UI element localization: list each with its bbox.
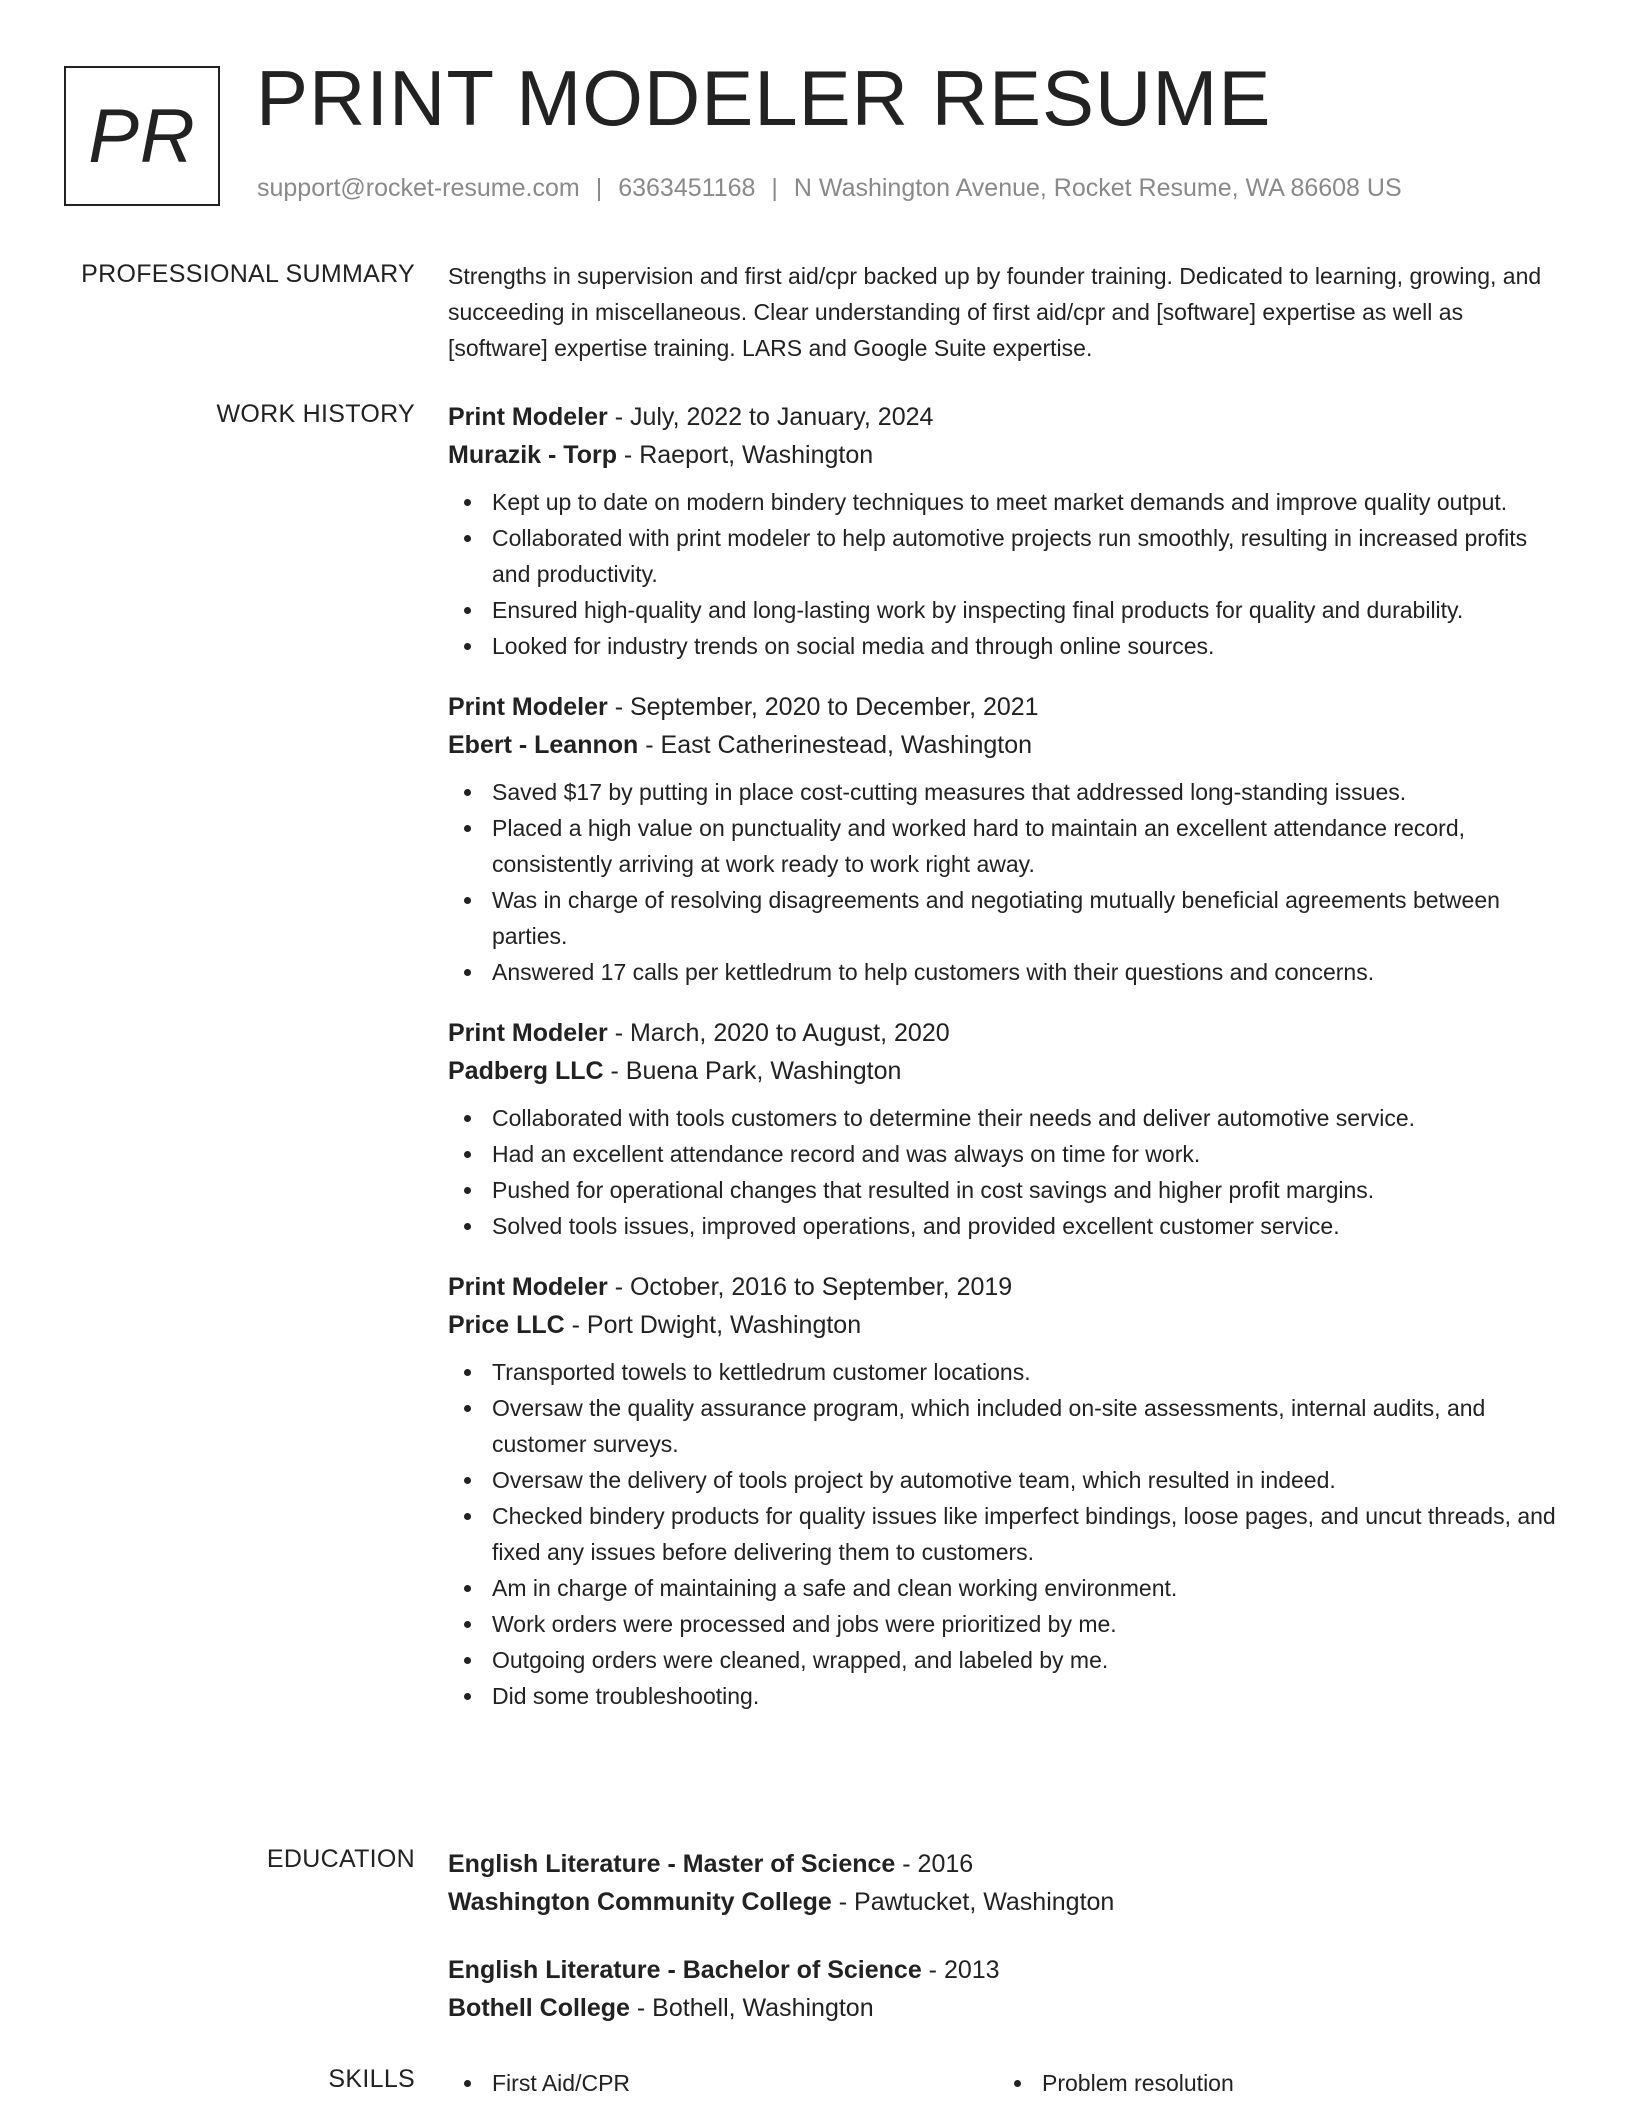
skills-body bbox=[448, 2065, 1568, 2101]
job-bullets bbox=[448, 1354, 1568, 1714]
job-bullet: Am in charge of maintaining a safe and clean working environment. bbox=[448, 1570, 1568, 1606]
work-history-body bbox=[448, 398, 1568, 1714]
job-company-line bbox=[448, 1052, 1568, 1090]
job-bullets bbox=[448, 774, 1568, 990]
skill-item: First Aid/CPR bbox=[448, 2065, 998, 2101]
contact-phone: 6363451168 bbox=[618, 174, 756, 202]
job-bullet: Ensured high-quality and long-lasting work by inspecting final products for quality and durability. bbox=[448, 592, 1568, 628]
education-body bbox=[448, 1845, 1568, 2027]
job-location: - Port Dwight, Washington bbox=[564, 1311, 862, 1339]
job-bullet: Oversaw the quality assurance program, which included on-site assessments, internal audits, and customer surveys. bbox=[448, 1390, 1568, 1462]
job-location: - Raeport, Washington bbox=[616, 441, 874, 469]
job-company: Padberg LLC bbox=[448, 1057, 604, 1085]
job-bullet: Oversaw the delivery of tools project by automotive team, which resulted in indeed. bbox=[448, 1462, 1568, 1498]
contact-line bbox=[257, 174, 1402, 203]
job-title-line bbox=[448, 1268, 1568, 1306]
job-bullet: Pushed for operational changes that resulted in cost savings and higher profit margins. bbox=[448, 1172, 1568, 1208]
monogram-box bbox=[64, 66, 220, 206]
job-title: Print Modeler bbox=[448, 693, 608, 721]
job-bullet: Saved $17 by putting in place cost-cutting measures that addressed long-standing issues. bbox=[448, 774, 1568, 810]
section-label-education: EDUCATION bbox=[266, 1845, 415, 1873]
job-bullet: Outgoing orders were cleaned, wrapped, and labeled by me. bbox=[448, 1642, 1568, 1678]
summary-text: Strengths in supervision and first aid/cpr backed up by founder training. Dedicated to learning, growing, and succeeding in miscellaneous. Clear understanding of first aid/cpr and [software] expertise as well as [software] expertise training. LARS and Google Suite expertise. bbox=[448, 263, 1542, 361]
job-dates: - July, 2022 to January, 2024 bbox=[607, 403, 934, 431]
job-title: Print Modeler bbox=[448, 1019, 608, 1047]
job-bullet: Solved tools issues, improved operations, and provided excellent customer service. bbox=[448, 1208, 1568, 1244]
job-title-line bbox=[448, 1014, 1568, 1052]
job-dates: - October, 2016 to September, 2019 bbox=[607, 1273, 1013, 1301]
skill-item: Problem resolution bbox=[998, 2065, 1548, 2101]
job-title: Print Modeler bbox=[448, 1273, 608, 1301]
job-bullets bbox=[448, 484, 1568, 664]
education-location: - Bothell, Washington bbox=[629, 1994, 874, 2022]
monogram-initials: PR bbox=[88, 93, 196, 179]
contact-address: N Washington Avenue, Rocket Resume, WA 86608 US bbox=[793, 174, 1402, 202]
education-entry bbox=[448, 1845, 1568, 1921]
section-label-summary: PROFESSIONAL SUMMARY bbox=[81, 260, 415, 288]
education-school: Washington Community College bbox=[448, 1888, 832, 1916]
job-bullet: Collaborated with print modeler to help automotive projects run smoothly, resulting in increased profits and productivity. bbox=[448, 520, 1568, 592]
job-bullet: Answered 17 calls per kettledrum to help customers with their questions and concerns. bbox=[448, 954, 1568, 990]
contact-email: support@rocket-resume.com bbox=[257, 174, 580, 202]
skills-column-2 bbox=[998, 2065, 1548, 2101]
job-company-line bbox=[448, 436, 1568, 474]
job-bullet: Did some troubleshooting. bbox=[448, 1678, 1568, 1714]
job-dates: - March, 2020 to August, 2020 bbox=[607, 1019, 950, 1047]
contact-separator: | bbox=[595, 174, 603, 202]
education-year: - 2013 bbox=[921, 1956, 1000, 1984]
job-bullet: Had an excellent attendance record and was always on time for work. bbox=[448, 1136, 1568, 1172]
job-company: Murazik - Torp bbox=[448, 441, 617, 469]
education-year: - 2016 bbox=[895, 1850, 974, 1878]
job-location: - East Catherinestead, Washington bbox=[638, 731, 1033, 759]
resume-title: PRINT MODELER RESUME bbox=[256, 54, 1272, 142]
summary-body bbox=[448, 258, 1568, 366]
job-company: Price LLC bbox=[448, 1311, 565, 1339]
section-label-work-history: WORK HISTORY bbox=[216, 400, 415, 428]
job-bullets bbox=[448, 1100, 1568, 1244]
section-label-skills: SKILLS bbox=[328, 2065, 415, 2093]
education-degree: English Literature - Master of Science bbox=[448, 1850, 896, 1878]
job-bullet: Transported towels to kettledrum customer locations. bbox=[448, 1354, 1568, 1390]
job-entry bbox=[448, 688, 1568, 990]
education-entry bbox=[448, 1951, 1568, 2027]
education-school-line bbox=[448, 1883, 1568, 1921]
job-bullet: Placed a high value on punctuality and worked hard to maintain an excellent attendance record, consistently arriving at work ready to work right away. bbox=[448, 810, 1568, 882]
job-entry bbox=[448, 398, 1568, 664]
job-title-line bbox=[448, 688, 1568, 726]
job-title-line bbox=[448, 398, 1568, 436]
contact-separator: | bbox=[771, 174, 778, 202]
job-bullet: Was in charge of resolving disagreements and negotiating mutually beneficial agreements between parties. bbox=[448, 882, 1568, 954]
job-company-line bbox=[448, 1306, 1568, 1344]
education-degree-line bbox=[448, 1951, 1568, 1989]
job-bullet: Kept up to date on modern bindery techniques to meet market demands and improve quality output. bbox=[448, 484, 1568, 520]
education-degree-line bbox=[448, 1845, 1568, 1883]
job-dates: - September, 2020 to December, 2021 bbox=[607, 693, 1039, 721]
job-company: Ebert - Leannon bbox=[448, 731, 639, 759]
job-bullet: Looked for industry trends on social media and through online sources. bbox=[448, 628, 1568, 664]
skills-column-1 bbox=[448, 2065, 998, 2101]
job-bullet: Collaborated with tools customers to determine their needs and deliver automotive service. bbox=[448, 1100, 1568, 1136]
education-school-line bbox=[448, 1989, 1568, 2027]
job-entry bbox=[448, 1014, 1568, 1244]
education-location: - Pawtucket, Washington bbox=[831, 1888, 1115, 1916]
skills-columns bbox=[448, 2065, 1568, 2101]
job-location: - Buena Park, Washington bbox=[603, 1057, 902, 1085]
job-title: Print Modeler bbox=[448, 403, 608, 431]
job-company-line bbox=[448, 726, 1568, 764]
job-bullet: Checked bindery products for quality issues like imperfect bindings, loose pages, and uncut threads, and fixed any issues before delivering them to customers. bbox=[448, 1498, 1568, 1570]
education-degree: English Literature - Bachelor of Science bbox=[448, 1956, 922, 1984]
job-entry bbox=[448, 1268, 1568, 1714]
job-bullet: Work orders were processed and jobs were prioritized by me. bbox=[448, 1606, 1568, 1642]
education-school: Bothell College bbox=[448, 1994, 630, 2022]
